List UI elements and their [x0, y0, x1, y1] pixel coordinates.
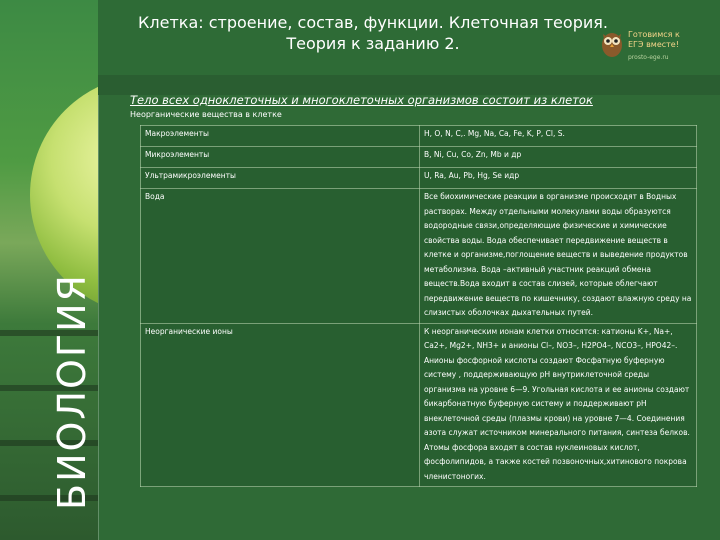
row-name: Вода — [141, 189, 420, 324]
row-value: К неорганическим ионам клетки относятся: катионы K+, Na+, Ca2+, Mg2+, NH3+ и анионы Cl–, NO3–, H2PO4–, NCO3–, HPO42–. Анионы фосфорной кислоты создают Фосфатную буферную систему , поддерживающую рН внутриклеточной среды организма на уровне 6—9. Угольная кислота и ее анионы создают бикарбонатную буферную систему и поддерживают рН внеклеточной среды (плазмы крови) на уровне 7—4. Соединения азота служат источником минерального питания, синтеза белков. Атомы фосфора входят в состав нуклеиновых кислот, фосфолипидов, а также костей позвоночных,хитинового покрова членистоногих. — [420, 323, 697, 487]
row-value: B, Ni, Cu, Co, Zn, Mb и др — [420, 147, 697, 168]
header — [98, 0, 720, 75]
row-value: H, O, N, C,. Mg, Na, Ca, Fe, K, P, Cl, S. — [420, 126, 697, 147]
row-value: Все биохимические реакции в организме происходят в Водных растворах. Между отдельными молекулами воды образуются водородные связи,определяющие физические и химические свойства воды. Вода обеспечивает передвижение веществ в клетке и организме,поглощение веществ и выведение продуктов метаболизма. Вода –активный участник реакций обмена веществ.Вода входит в состав слизей, которые облегчают передвижение веществ по кишечнику, создают влажную среду на слизистых оболочках дыхательных путей. — [420, 189, 697, 324]
table-row — [141, 147, 697, 168]
subject-label: БИОЛОГИЯ — [50, 273, 94, 510]
title-line-1: Клетка: строение, состав, функции. Клеточная теория. — [138, 13, 608, 32]
table-row — [141, 126, 697, 147]
title-line-2: Теория к заданию 2. — [286, 34, 460, 53]
row-name: Неорганические ионы — [141, 323, 420, 487]
row-name: Микроэлементы — [141, 147, 420, 168]
row-name: Ультрамикроэлементы — [141, 168, 420, 189]
table-row — [141, 168, 697, 189]
section-subtitle: Тело всех одноклеточных и многоклеточных организмов состоит из клеток — [130, 93, 593, 107]
logo-site: prosto-ege.ru — [628, 54, 669, 61]
header-band — [98, 75, 720, 95]
table-row — [141, 323, 697, 487]
row-value: U, Ra, Au, Pb, Hg, Se идр — [420, 168, 697, 189]
owl-icon — [600, 28, 624, 58]
table-row — [141, 189, 697, 324]
logo — [600, 28, 700, 70]
page-title — [138, 12, 608, 54]
inorganic-substances-table — [140, 125, 697, 487]
section-caption: Неорганические вещества в клетке — [130, 110, 282, 119]
logo-text: Готовимся к ЕГЭ вместе! — [628, 30, 680, 49]
row-name: Макроэлементы — [141, 126, 420, 147]
